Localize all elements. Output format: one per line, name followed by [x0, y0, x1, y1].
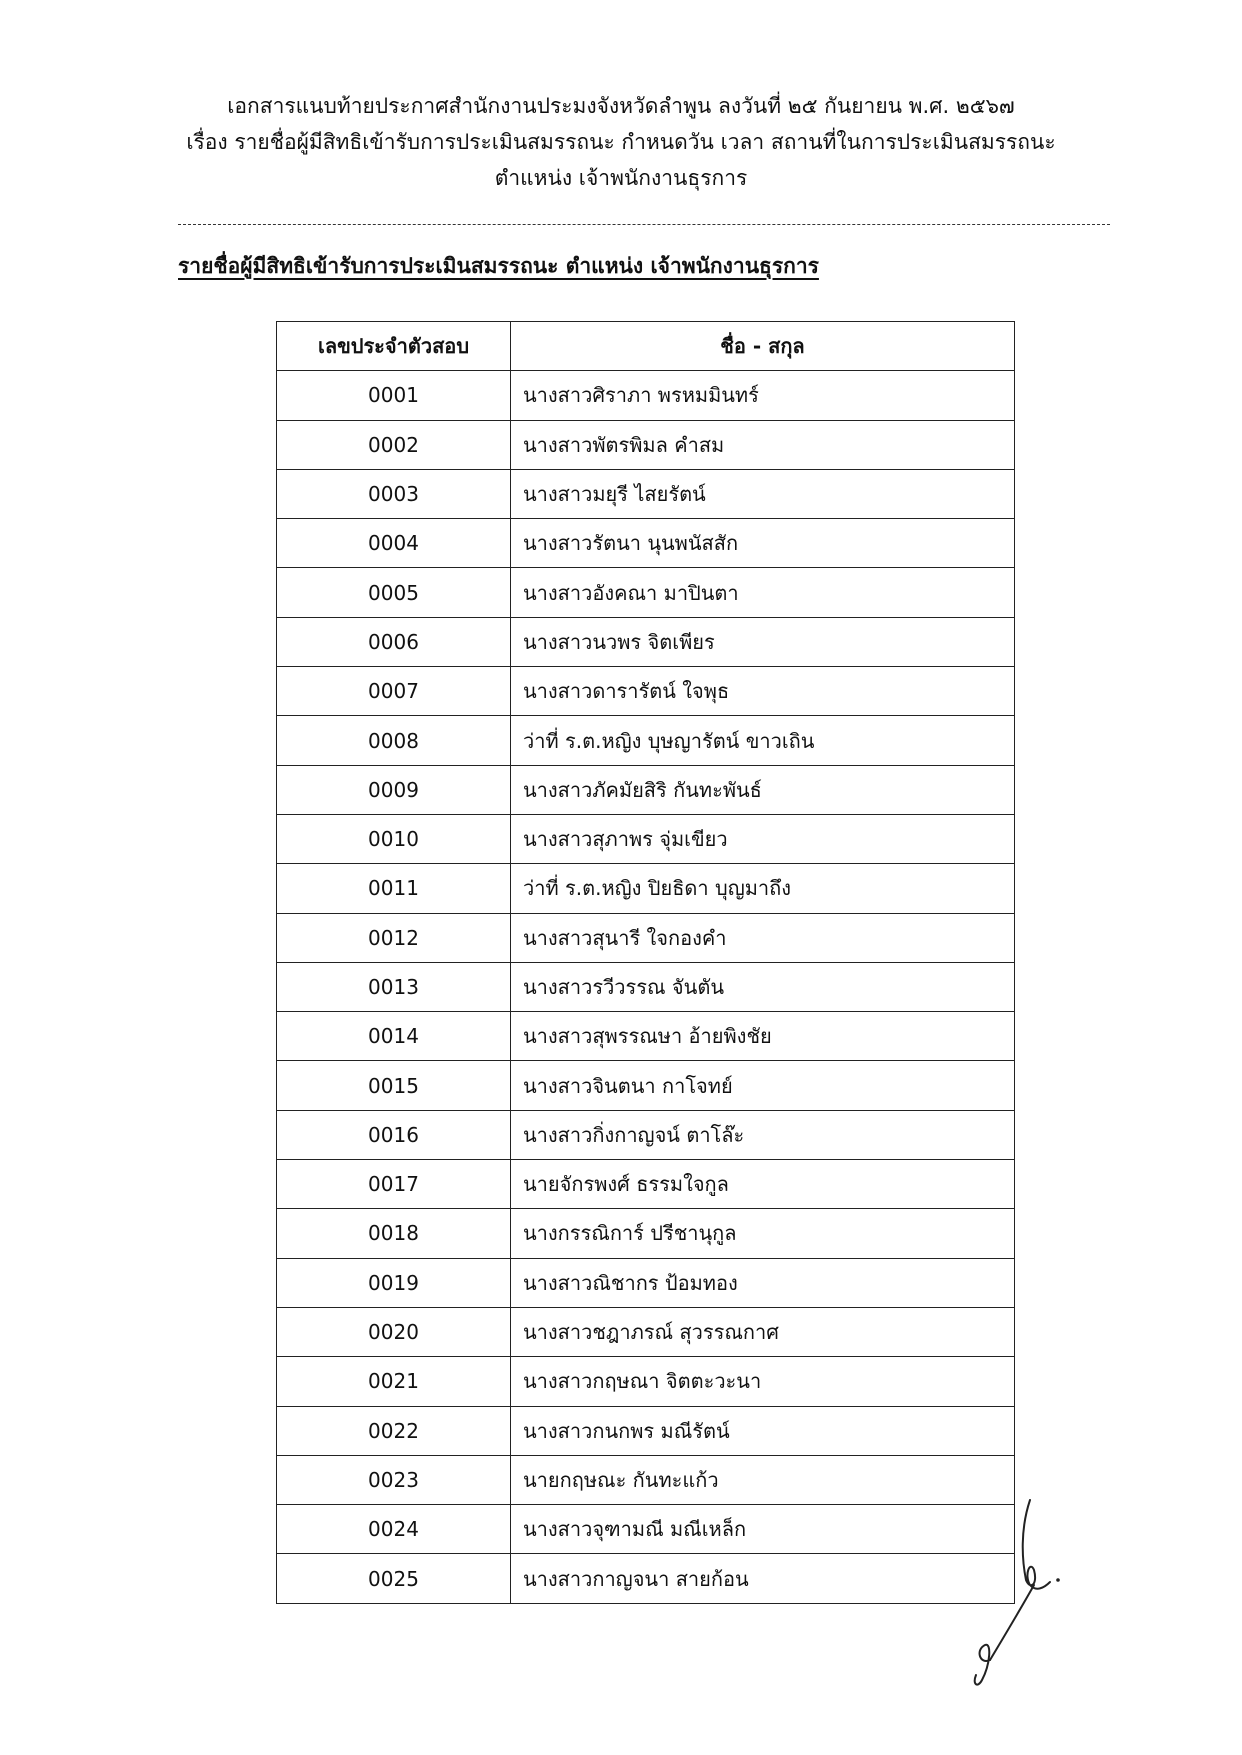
exam-id-cell: 0023: [277, 1455, 511, 1504]
exam-id-cell: 0022: [277, 1406, 511, 1455]
full-name-cell: นางสาวดารารัตน์ ใจพุธ: [511, 667, 1015, 716]
table-body: [277, 371, 1015, 1603]
header-line-2: เรื่อง รายชื่อผู้มีสิทธิเข้ารับการประเมินสมรรถนะ กำหนดวัน เวลา สถานที่ในการประเมินสมรรถนะ: [186, 130, 1056, 154]
table-row: [277, 1357, 1015, 1406]
column-header-exam-id: เลขประจำตัวสอบ: [277, 322, 511, 371]
full-name-cell: นางสาวรัตนา นุนพนัสสัก: [511, 519, 1015, 568]
table-row: [277, 1160, 1015, 1209]
full-name-cell: นางสาวสุนารี ใจกองคำ: [511, 913, 1015, 962]
full-name-cell: นางสาวจุฑามณี มณีเหล็ก: [511, 1505, 1015, 1554]
table-row: [277, 519, 1015, 568]
full-name-cell: นายกฤษณะ กันทะแก้ว: [511, 1455, 1015, 1504]
table-row: [277, 814, 1015, 863]
exam-id-cell: 0006: [277, 617, 511, 666]
exam-id-cell: 0016: [277, 1110, 511, 1159]
exam-id-cell: 0007: [277, 667, 511, 716]
full-name-cell: นางสาวอังคณา มาปินตา: [511, 568, 1015, 617]
exam-id-cell: 0024: [277, 1505, 511, 1554]
table-header-row: [277, 322, 1015, 371]
table-row: [277, 765, 1015, 814]
exam-id-cell: 0004: [277, 519, 511, 568]
full-name-cell: นางสาวสุภาพร จุ่มเขียว: [511, 814, 1015, 863]
exam-id-cell: 0013: [277, 962, 511, 1011]
full-name-cell: นางสาวศิราภา พรหมมินทร์: [511, 371, 1015, 420]
exam-id-cell: 0003: [277, 469, 511, 518]
header-line-1: เอกสารแนบท้ายประกาศสำนักงานประมงจังหวัดลำพูน ลงวันที่ ๒๕ กันยายน พ.ศ. ๒๕๖๗: [227, 94, 1015, 118]
exam-id-cell: 0015: [277, 1061, 511, 1110]
exam-id-cell: 0005: [277, 568, 511, 617]
exam-id-cell: 0012: [277, 913, 511, 962]
document-header: [0, 88, 1242, 196]
full-name-cell: นางสาวสุพรรณษา อ้ายพิงชัย: [511, 1012, 1015, 1061]
exam-id-cell: 0014: [277, 1012, 511, 1061]
table-row: [277, 667, 1015, 716]
table-row: [277, 962, 1015, 1011]
exam-id-cell: 0019: [277, 1258, 511, 1307]
table-row: [277, 1061, 1015, 1110]
table-row: [277, 1307, 1015, 1356]
table-row: [277, 469, 1015, 518]
table-row: [277, 864, 1015, 913]
full-name-cell: นางสาวพัตรพิมล คำสม: [511, 420, 1015, 469]
header-line-3: ตำแหน่ง เจ้าพนักงานธุรการ: [494, 166, 748, 190]
table-row: [277, 371, 1015, 420]
full-name-cell: นางสาวกฤษณา จิตตะวะนา: [511, 1357, 1015, 1406]
exam-id-cell: 0017: [277, 1160, 511, 1209]
exam-id-cell: 0009: [277, 765, 511, 814]
full-name-cell: นางสาวกิ่งกาญจน์ ตาโล๊ะ: [511, 1110, 1015, 1159]
full-name-cell: นายจักรพงศ์ ธรรมใจกูล: [511, 1160, 1015, 1209]
exam-id-cell: 0002: [277, 420, 511, 469]
full-name-cell: นางสาวมยุรี ไสยรัตน์: [511, 469, 1015, 518]
exam-id-cell: 0010: [277, 814, 511, 863]
table-row: [277, 1554, 1015, 1603]
full-name-cell: นางสาวกนกพร มณีรัตน์: [511, 1406, 1015, 1455]
table-row: [277, 1209, 1015, 1258]
column-header-full-name: ชื่อ - สกุล: [511, 322, 1015, 371]
handwritten-signature: [960, 1490, 1090, 1700]
table-row: [277, 913, 1015, 962]
full-name-cell: นางสาวณิชากร ป้อมทอง: [511, 1258, 1015, 1307]
table-row: [277, 420, 1015, 469]
exam-id-cell: 0018: [277, 1209, 511, 1258]
candidate-table: [276, 321, 1015, 1604]
exam-id-cell: 0020: [277, 1307, 511, 1356]
exam-id-cell: 0025: [277, 1554, 511, 1603]
full-name-cell: นางสาวชฎาภรณ์ สุวรรณกาศ: [511, 1307, 1015, 1356]
table-row: [277, 1258, 1015, 1307]
dashed-divider: [178, 224, 1110, 225]
full-name-cell: นางกรรณิการ์ ปรีชานุกูล: [511, 1209, 1015, 1258]
full-name-cell: นางสาวจินตนา กาโจทย์: [511, 1061, 1015, 1110]
full-name-cell: นางสาวกาญจนา สายก้อน: [511, 1554, 1015, 1603]
table-row: [277, 1505, 1015, 1554]
table-row: [277, 1110, 1015, 1159]
exam-id-cell: 0001: [277, 371, 511, 420]
exam-id-cell: 0008: [277, 716, 511, 765]
full-name-cell: นางสาวนวพร จิตเพียร: [511, 617, 1015, 666]
full-name-cell: ว่าที่ ร.ต.หญิง บุษญารัตน์ ขาวเถิน: [511, 716, 1015, 765]
table-row: [277, 716, 1015, 765]
exam-id-cell: 0021: [277, 1357, 511, 1406]
full-name-cell: ว่าที่ ร.ต.หญิง ปิยธิดา บุญมาถึง: [511, 864, 1015, 913]
table-row: [277, 617, 1015, 666]
table-row: [277, 1012, 1015, 1061]
table-row: [277, 1406, 1015, 1455]
full-name-cell: นางสาวรวีวรรณ จันตัน: [511, 962, 1015, 1011]
exam-id-cell: 0011: [277, 864, 511, 913]
table-row: [277, 568, 1015, 617]
full-name-cell: นางสาวภัคมัยสิริ กันทะพันธ์: [511, 765, 1015, 814]
table-row: [277, 1455, 1015, 1504]
section-title: รายชื่อผู้มีสิทธิเข้ารับการประเมินสมรรถนะ ตำแหน่ง เจ้าพนักงานธุรการ: [178, 254, 819, 278]
